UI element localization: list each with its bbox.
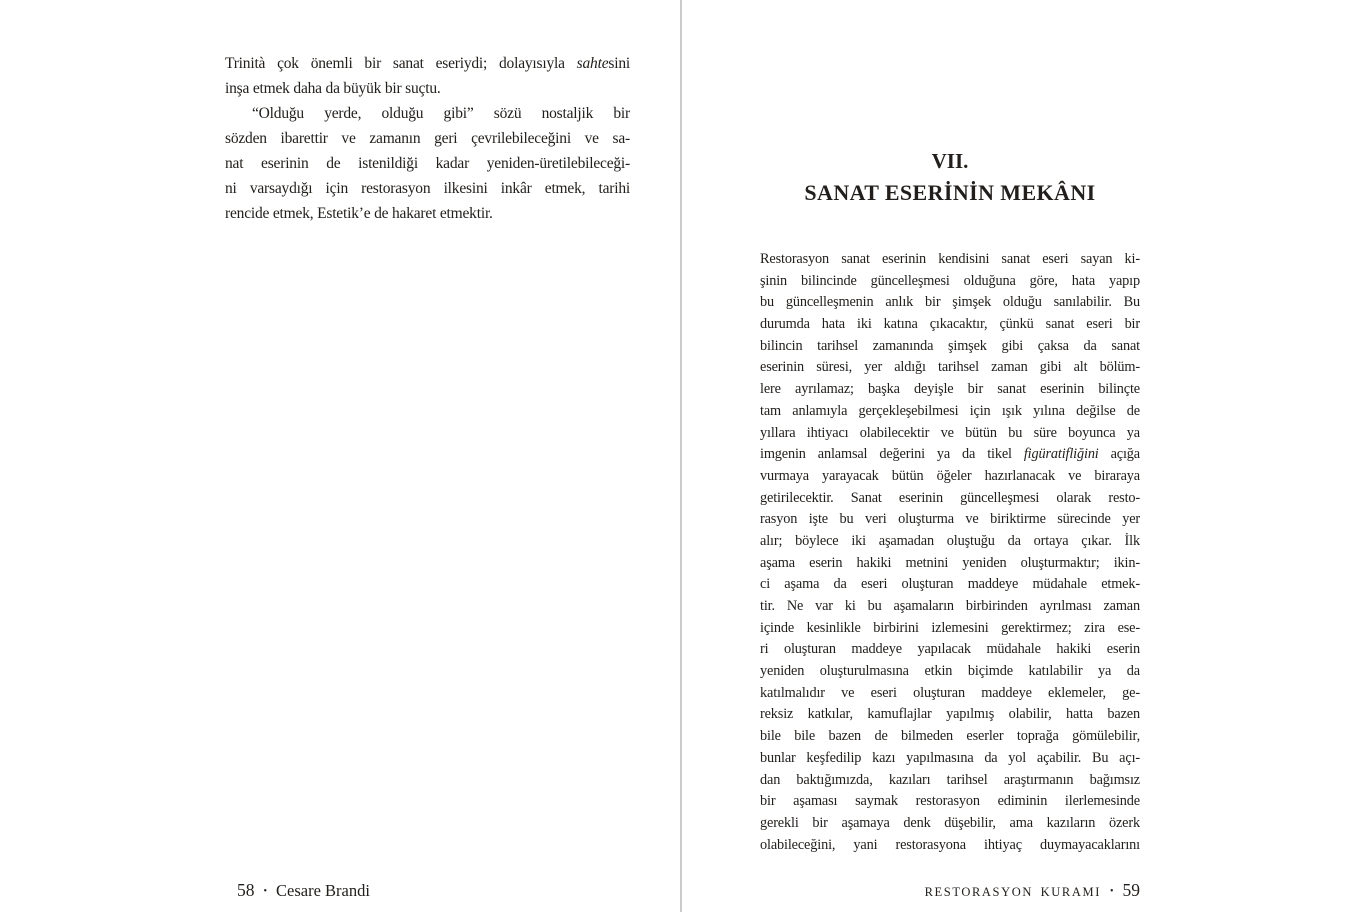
text-segment: Trinità çok önemli bir sanat eseriydi; dolayısıyla bbox=[225, 55, 577, 72]
text-segment: imgenin anlamsal değerini ya da tikel bbox=[760, 446, 1024, 463]
text-line: ci aşama da eseri oluşturan maddeye müdahale etmek- bbox=[760, 576, 1140, 593]
italic-term: figüratifliğini bbox=[1023, 446, 1099, 463]
text-line: vurmaya yarayacak bütün öğeler hazırlanacak ve biraraya bbox=[760, 467, 1140, 484]
text-line: bilincin tarihsel zamanında şimşek gibi çaksa da sanat bbox=[760, 337, 1140, 354]
text-line: aşama eserin hakiki metnini yeniden oluşturmaktır; ikin- bbox=[760, 554, 1140, 571]
text-line: şinin bilincinde güncelleşmesi olduğuna göre, hata yapıp bbox=[760, 272, 1140, 289]
text-line: bu güncelleşmenin anlık bir şimşek olduğu sanılabilir. Bu bbox=[760, 294, 1140, 311]
chapter-title: SANAT ESERİNİN MEKÂNI bbox=[804, 180, 1096, 205]
text-line bbox=[225, 51, 630, 76]
text-line: rencide etmek, Estetik’e de hakaret etmektir. bbox=[225, 205, 493, 222]
footer-separator-dot: • bbox=[263, 886, 268, 897]
text-line: durumda hata iki katına çıkacaktır, çünkü sanat eseri bir bbox=[760, 316, 1140, 333]
text-segment: açığa bbox=[1098, 446, 1140, 463]
left-page-text bbox=[225, 51, 630, 226]
text-line: nat eserinin de istenildiği kadar yeniden-üretilebileceği- bbox=[225, 155, 630, 172]
running-author: Cesare Brandi bbox=[276, 881, 370, 900]
text-line: yıllara ihtiyacı olabilecektir ve bütün bu süre boyunca ya bbox=[760, 424, 1140, 441]
text-line bbox=[760, 444, 1140, 466]
text-line: rasyon işte bu veri oluşturma ve biriktirme sürecinde yer bbox=[760, 511, 1140, 528]
running-title: RESTORASYON KURAMI bbox=[924, 885, 1101, 899]
text-line: “Olduğu yerde, olduğu gibi” sözü nostaljik bir bbox=[252, 105, 630, 122]
text-line: dan baktığımızda, kazıları tarihsel araştırmanın bağımsız bbox=[760, 771, 1140, 788]
text-line: gerekli bir aşamaya denk düşebilir, ama kazıların özerk bbox=[760, 814, 1140, 831]
text-line: tir. Ne var ki bu aşamaların birbirinden ayrılması zaman bbox=[760, 598, 1140, 614]
text-line: ni varsaydığı için restorasyon ilkesini inkâr etmek, tarihi bbox=[225, 180, 630, 197]
text-line: yeniden oluşturulmasına etkin biçimde katılabilir ya da bbox=[760, 663, 1140, 680]
left-page-footer bbox=[237, 880, 370, 901]
text-line: eserinin süresi, yer aldığı tarihsel zaman gibi alt bölüm- bbox=[760, 359, 1140, 376]
text-line: inşa etmek daha da büyük bir suçtu. bbox=[225, 80, 441, 97]
right-page-text bbox=[760, 249, 1140, 856]
page-number: 59 bbox=[1122, 880, 1140, 900]
text-line: bir aşaması saymak restorasyon ediminin ilerlemesinde bbox=[760, 793, 1140, 810]
italic-term: sahte bbox=[576, 55, 609, 72]
footer-separator-dot: • bbox=[1109, 886, 1114, 897]
right-page-footer bbox=[760, 880, 1140, 901]
chapter-heading bbox=[760, 150, 1140, 205]
text-line: getirilecektir. Sanat eserinin güncelleşmesi olarak resto- bbox=[760, 489, 1140, 506]
text-line: ri oluşturan maddeye yapılacak müdahale hakiki eserin bbox=[760, 641, 1140, 658]
chapter-number: VII. bbox=[931, 149, 969, 173]
text-line: içinde kesinlikle birbirini izlemesini gerektirmez; zira ese- bbox=[760, 619, 1140, 636]
text-line: katılmalıdır ve eseri oluşturan maddeye eklemeler, ge- bbox=[760, 684, 1140, 701]
text-line: bunlar keşfedilip kazı yapılmasına da yol açabilir. Bu açı- bbox=[760, 749, 1140, 766]
text-line: sözden ibarettir ve zamanın geri çevrilebileceğini ve sa- bbox=[225, 130, 630, 147]
text-line: lere ayrılamaz; başka deyişle bir sanat eserinin bilinçte bbox=[760, 381, 1140, 398]
page-gutter-divider bbox=[680, 0, 682, 912]
text-line: olabileceğini, yani restorasyona ihtiyaç duymayacaklarını bbox=[760, 836, 1140, 853]
text-line: alır; böylece iki aşamadan oluştuğu da ortaya çıkar. İlk bbox=[760, 532, 1140, 549]
text-line: Restorasyon sanat eserinin kendisini sanat eseri sayan ki- bbox=[760, 251, 1140, 267]
text-line: reksiz katkılar, kamuflajlar yapılmış olabilir, hatta bazen bbox=[760, 706, 1140, 723]
text-segment: sini bbox=[608, 55, 630, 72]
text-line: bile bile bazen de bilmeden eserler toprağa gömülebilir, bbox=[760, 728, 1140, 745]
page-number: 58 bbox=[237, 880, 255, 900]
text-line: tam anlamıyla gerçekleşebilmesi için ışık yılına değilse de bbox=[760, 402, 1140, 419]
